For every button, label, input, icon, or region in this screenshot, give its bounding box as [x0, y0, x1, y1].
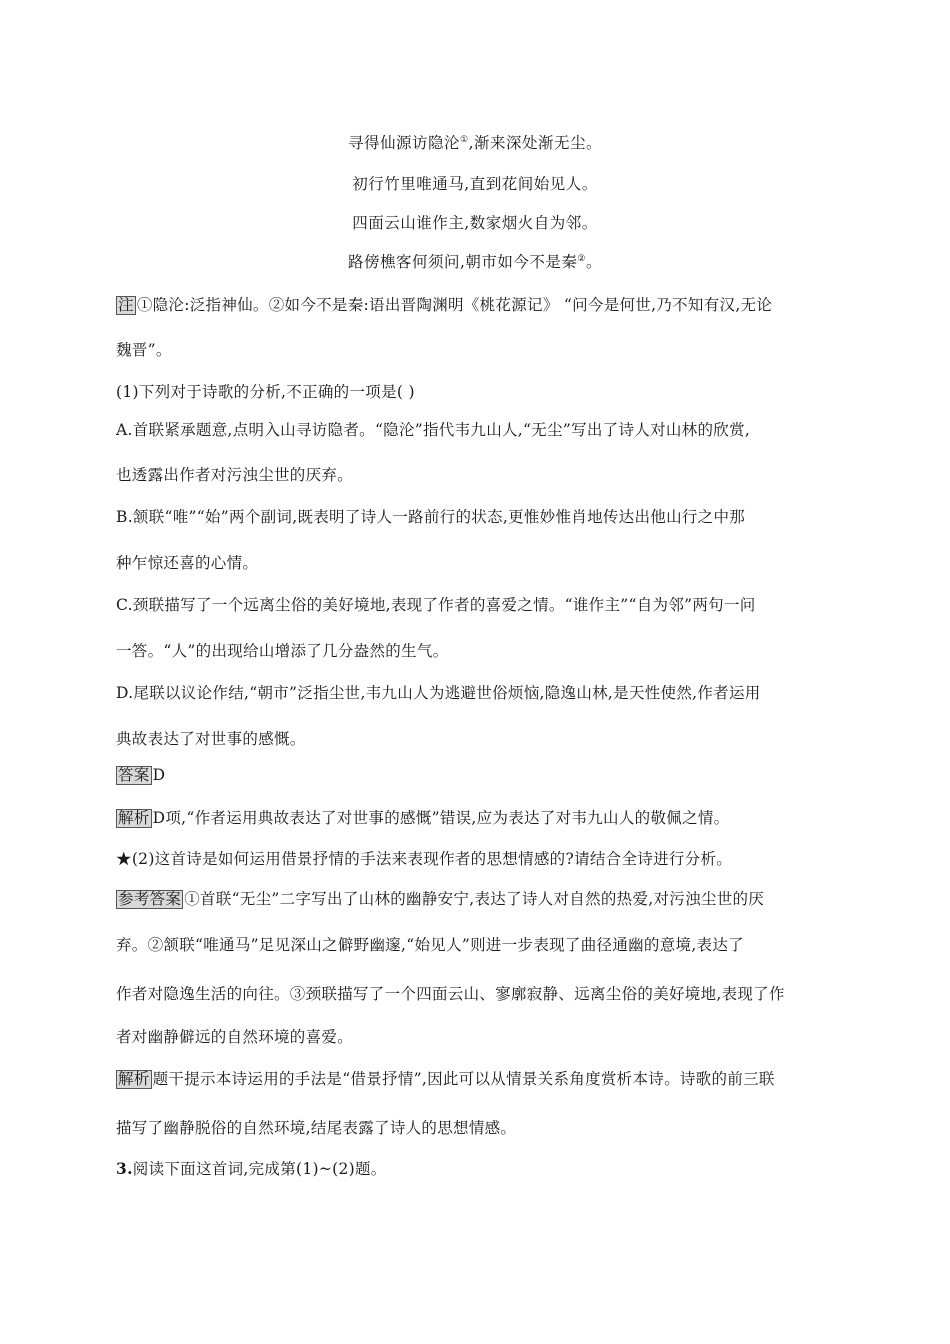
footnote-marker-2: ② — [577, 254, 586, 264]
analysis-line-2a: 解析 题干提示本诗运用的手法是“借景抒情”,因此可以从情景关系角度赏析本诗。诗歌的前三联 — [118, 1070, 775, 1088]
question-2-stem: ★(2)这首诗是如何运用借景抒情的手法来表现作者的思想情感的?请结合全诗进行分析。 — [116, 850, 733, 868]
note-line-1: 注 ①隐沦:泛指神仙。②如今不是秦:语出晋陶渊明《桃花源记》 “问今是何世,乃不知有汉,无论 — [118, 296, 773, 314]
poem-line-1: 寻得仙源访隐沦①,渐来深处渐无尘。 — [347, 134, 603, 152]
poem-line-2: 初行竹里唯通马,直到花间始见人。 — [352, 175, 598, 193]
question-3-stem: 阅读下面这首词,完成第(1)~(2)题。 — [132, 1160, 387, 1178]
note-line-2: 魏晋”。 — [116, 341, 172, 359]
star-icon: ★ — [116, 850, 132, 868]
question-3 — [116, 1157, 836, 1179]
reference-answer-line-4: 者对幽静僻远的自然环境的喜爱。 — [116, 1028, 354, 1046]
analysis-line-2b: 描写了幽静脱俗的自然环境,结尾表露了诗人的思想情感。 — [116, 1119, 517, 1137]
analysis-tag-2: 解析 — [118, 1070, 150, 1088]
reference-answer-tag: 参考答案 — [118, 890, 182, 908]
question-3-number: 3. — [116, 1159, 133, 1178]
answer-line — [116, 766, 836, 785]
option-a-line-1: A.首联紧承题意,点明入山寻访隐者。“隐沦”指代韦九山人,“无尘”写出了诗人对山林的欣赏, — [116, 421, 751, 439]
analysis-tag: 解析 — [118, 809, 150, 827]
poem-line-4: 路傍樵客何须问,朝市如今不是秦②。 — [347, 253, 603, 271]
reference-answer-line-3: 作者对隐逸生活的向往。③颈联描写了一个四面云山、寥廓寂静、远离尘俗的美好境地,表现了作 — [116, 985, 785, 1003]
analysis-line: 解析 D项,“作者运用典故表达了对世事的感慨”错误,应为表达了对韦九山人的敬佩之情。 — [118, 809, 730, 827]
question-1-stem: (1)下列对于诗歌的分析,不正确的一项是( ) — [116, 383, 415, 401]
footnote-marker-1: ① — [460, 135, 469, 145]
note-tag: 注 — [118, 296, 134, 314]
option-b-line-1: B.颔联“唯”“始”两个副词,既表明了诗人一路前行的状态,更惟妙惟肖地传达出他山行之中那 — [116, 508, 746, 526]
option-c-line-1: C.颈联描写了一个远离尘俗的美好境地,表现了作者的喜爱之情。“谁作主”“自为邻”两句一问 — [116, 596, 756, 614]
option-c-line-2: 一答。“人”的出现给山增添了几分盎然的生气。 — [116, 642, 449, 660]
answer-tag: 答案 — [118, 766, 150, 784]
option-a-line-2: 也透露出作者对污浊尘世的厌弃。 — [116, 466, 354, 484]
reference-answer-line-2: 弃。②颔联“唯通马”足见深山之僻野幽邃,“始见人”则进一步表现了曲径通幽的意境,表达了 — [116, 936, 744, 954]
reference-answer-line-1: 参考答案 ①首联“无尘”二字写出了山林的幽静安宁,表达了诗人对自然的热爱,对污浊尘世的厌 — [118, 890, 765, 908]
option-b-line-2: 种乍惊还喜的心情。 — [116, 554, 259, 572]
option-d-line-1: D.尾联以议论作结,“朝市”泛指尘世,韦九山人为逃避世俗烦恼,隐逸山林,是天性使然,作者运用 — [116, 684, 761, 702]
answer-value: D — [152, 766, 166, 784]
poem-line-3: 四面云山谁作主,数家烟火自为邻。 — [352, 214, 598, 232]
option-d-line-2: 典故表达了对世事的感慨。 — [116, 730, 306, 748]
